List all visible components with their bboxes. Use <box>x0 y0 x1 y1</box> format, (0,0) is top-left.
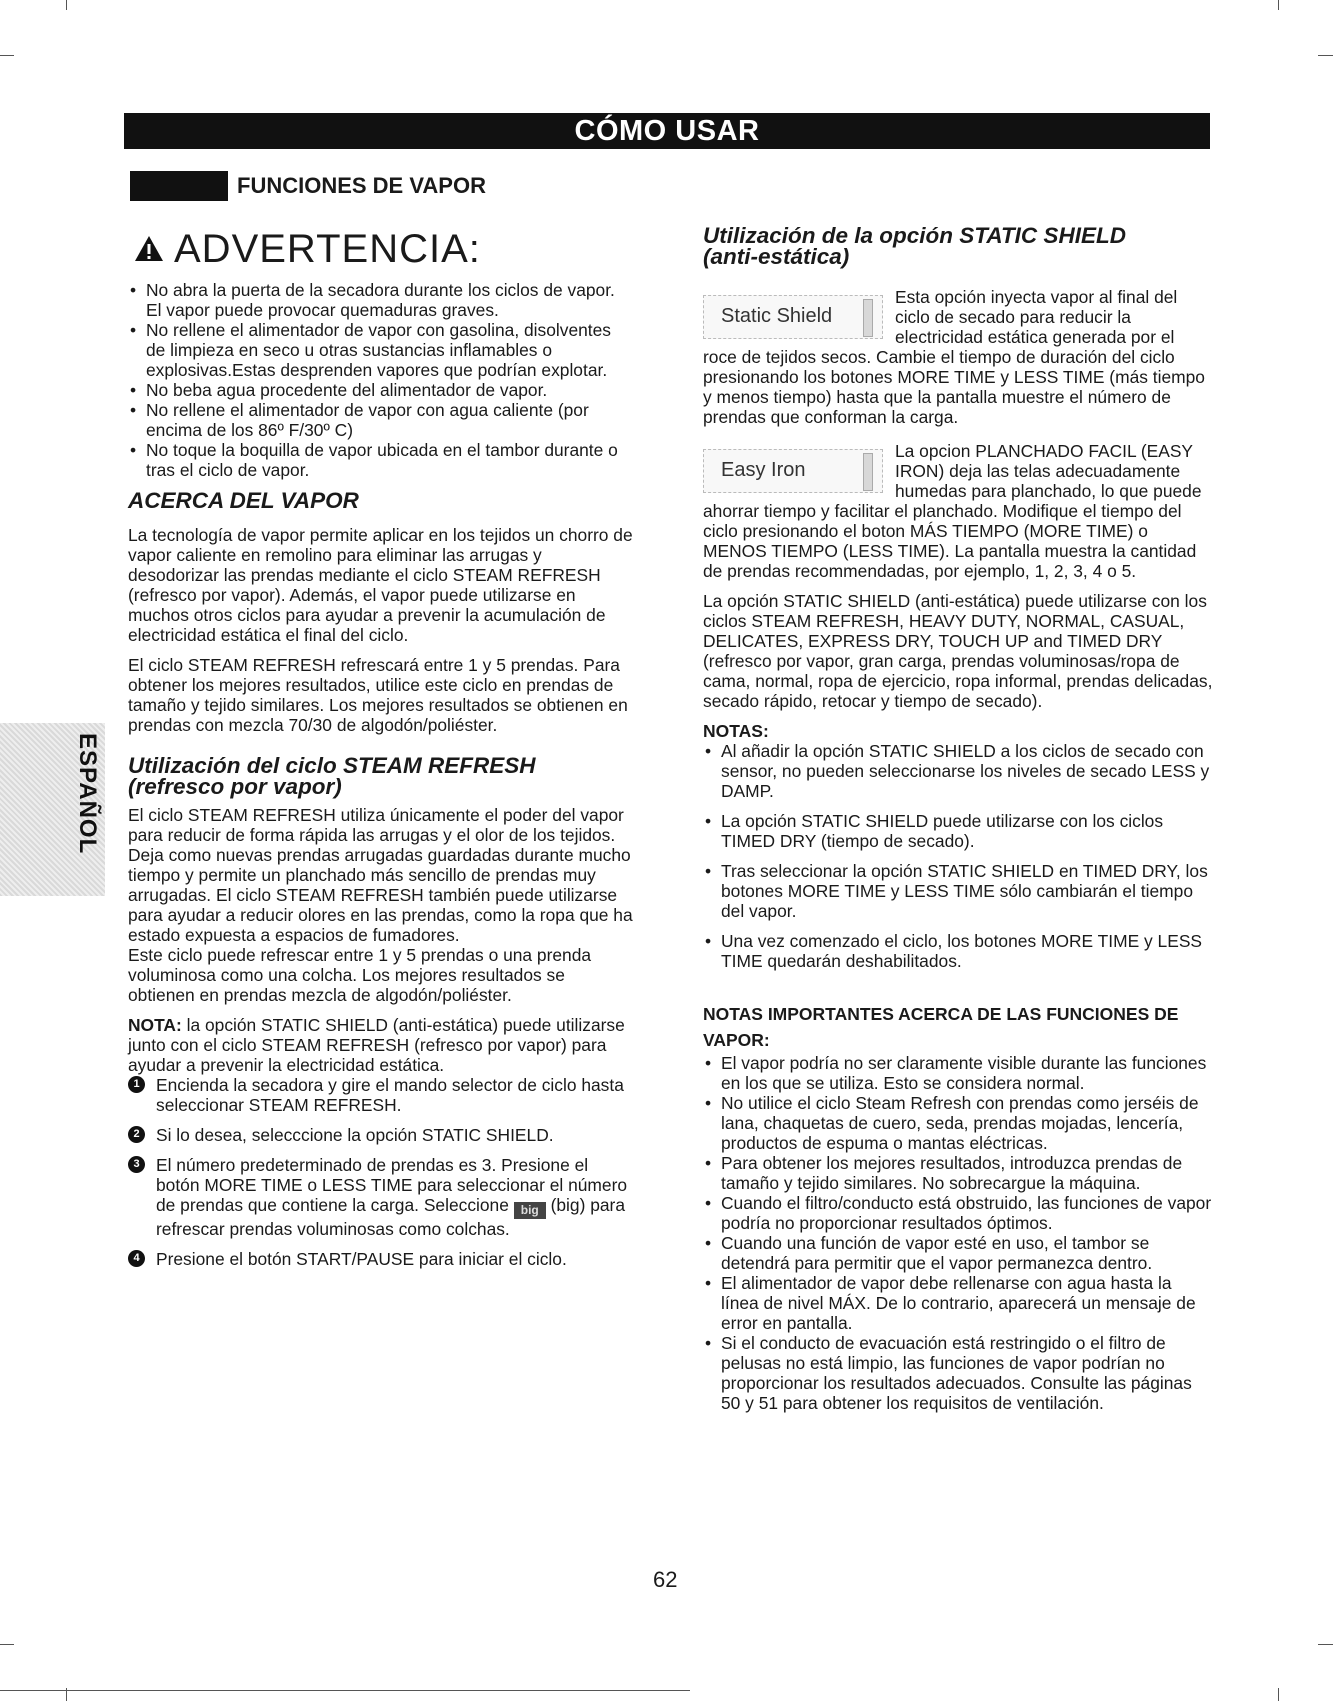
list-item: • No utilice el ciclo Steam Refresh con prendas como jerséis de lana, chaquetas de cuero, seda, prendas mojadas, lencería, productos de espuma o mantas eléctricas. <box>703 1093 1213 1153</box>
list-item: • El vapor podría no ser claramente visible durante las funciones en los que se utiliza. Esto se considera normal. <box>703 1053 1213 1093</box>
easy-iron-button[interactable] <box>703 443 883 499</box>
title-line: Utilización del ciclo STEAM REFRESH <box>128 753 536 778</box>
page-banner: CÓMO USAR <box>124 113 1210 149</box>
title-line: Utilización de la opción STATIC SHIELD <box>703 223 1126 248</box>
warning-list <box>128 280 633 480</box>
list-item: • El alimentador de vapor debe rellenarse con agua hasta la línea de nivel MÁX. De lo contrario, aparecerá un mensaje de error en pantalla. <box>703 1273 1213 1333</box>
static-shield-block <box>703 287 1213 427</box>
button-indicator-icon <box>863 299 873 337</box>
right-column <box>703 225 1213 1413</box>
paragraph: La opción STATIC SHIELD (anti-estática) puede utilizarse con los ciclos STEAM REFRESH, HEAVY DUTY, NORMAL, CASUAL, DELICATES, EXPRESS DRY, TOUCH UP and TIMED DRY (refresco por vapor, gran carga, prendas voluminosas/ropa de cama, normal, ropa de ejercicio, ropa informal, prendas delicadas, secado rápido, retocar y tiempo de secado). <box>703 591 1213 711</box>
crop-mark <box>1318 1644 1333 1645</box>
title-line: (refresco por vapor) <box>128 774 342 799</box>
step-item <box>128 1075 633 1115</box>
step-text: Encienda la secadora y gire el mando selector de ciclo hasta seleccionar STEAM REFRESH. <box>156 1075 624 1115</box>
step-number: 1 <box>128 1076 145 1093</box>
steam-refresh-title <box>128 755 633 797</box>
step-text: El número predeterminado de prendas es 3. Presione el botón MORE TIME o LESS TIME para seleccionar el número de prendas que contiene la carga. Seleccione <box>156 1155 628 1215</box>
step-item <box>128 1155 633 1239</box>
static-shield-button[interactable] <box>703 289 883 345</box>
easy-iron-block <box>703 441 1213 581</box>
list-item: • Tras seleccionar la opción STATIC SHIELD en TIMED DRY, los botones MORE TIME y LESS TIME sólo cambiarán el tiempo del vapor. <box>703 861 1213 921</box>
step-text: Presione el botón START/PAUSE para iniciar el ciclo. <box>156 1249 567 1269</box>
paragraph: El ciclo STEAM REFRESH refrescará entre 1 y 5 prendas. Para obtener los mejores resultados, utilice este ciclo en prendas de tamaño y tejido similares. Los mejores resultados se obtienen en prendas con mezcla 70/30 de algodón/poliéster. <box>128 655 628 735</box>
list-item: • Cuando el filtro/conducto está obstruido, las funciones de vapor podría no proporcionar resultados óptimos. <box>703 1193 1213 1233</box>
warning-title: ADVERTENCIA: <box>174 226 481 271</box>
notes-title: NOTAS: <box>703 721 769 741</box>
paragraph: Este ciclo puede refrescar entre 1 y 5 prendas o una prenda voluminosa como una colcha. Los mejores resultados se obtienen en prendas mezcla de algodón/poliéster. <box>128 945 592 1005</box>
button-label: Easy Iron <box>721 459 806 481</box>
list-item: • No abra la puerta de la secadora durante los ciclos de vapor. El vapor puede provocar quemaduras graves. <box>128 280 633 320</box>
lcd-display-icon: big <box>514 1202 546 1219</box>
step-number: 2 <box>128 1126 145 1143</box>
button-indicator-icon <box>863 453 873 491</box>
list-item: • Al añadir la opción STATIC SHIELD a los ciclos de secado con sensor, no pueden seleccionarse los niveles de secado LESS y DAMP. <box>703 741 1213 801</box>
list-item: • No rellene el alimentador de vapor con agua caliente (por encima de los 86º F/30º C) <box>128 400 633 440</box>
page-number: 62 <box>653 1567 678 1592</box>
list-item: • No rellene el alimentador de vapor con gasolina, disolventes de limpieza en seco u otras sustancias inflamables o explosivas.Estas desprenden vapores que podrían explotar. <box>128 320 633 380</box>
crop-mark <box>1278 0 1279 10</box>
crop-mark <box>0 1644 14 1645</box>
important-notes-list <box>703 1053 1213 1413</box>
language-side-tab <box>0 723 105 896</box>
step-number: 4 <box>128 1250 145 1267</box>
button-label: Static Shield <box>721 305 833 327</box>
paragraph: La tecnología de vapor permite aplicar en los tejidos un chorro de vapor caliente en remolino para eliminar las arrugas y desodorizar las prendas mediante el ciclo STEAM REFRESH (refresco por vapor). Además, el vapor puede utilizarse en muchos otros ciclos para ayudar a prevenir la acumulación de electricidad estática el final del ciclo. <box>128 525 633 645</box>
step-text: (big) para refrescar prendas voluminosas como colchas. <box>156 1195 626 1239</box>
crop-mark <box>0 55 14 56</box>
warning-heading <box>134 226 633 271</box>
list-item: • No beba agua procedente del alimentador de vapor. <box>128 380 633 400</box>
warning-icon <box>134 235 164 262</box>
step-item <box>128 1249 633 1269</box>
left-column <box>128 226 633 1279</box>
paragraph: Esta opción inyecta vapor al final del ciclo de secado para reducir la electricidad estática generada por el roce de tejidos secos. Cambie el tiempo de duración del ciclo presionando los botones MORE TIME y LESS TIME (más tiempo y menos tiempo) hasta que la pantalla muestre el número de prendas que conforman la carga. <box>703 287 1205 427</box>
paragraph: La opcion PLANCHADO FACIL (EASY IRON) deja las telas adecuadamente humedas para planchado, lo que puede ahorrar tiempo y facilitar el planchado. Modifique el tiempo del ciclo presionando el boton MÁS TIEMPO (MORE TIME) o MENOS TIEMPO (LESS TIME). La pantalla muestra la cantidad de prendas recommendadas, por ejemplo, 1, 2, 3, 4 o 5. <box>703 441 1202 581</box>
language-label: ESPAÑOL <box>74 733 101 855</box>
steps-list <box>128 1075 633 1269</box>
title-line: (anti-estática) <box>703 244 850 269</box>
list-item: • Si el conducto de evacuación está restringido o el filtro de pelusas no está limpio, las funciones de vapor podrían no proporcionar los resultados adecuados. Consulte las páginas 50 y 51 para obtener los requisitos de ventilación. <box>703 1333 1213 1413</box>
step-number: 3 <box>128 1156 145 1173</box>
static-shield-title <box>703 225 1213 267</box>
step-item <box>128 1125 633 1145</box>
notes-list <box>703 741 1213 971</box>
paragraph: El ciclo STEAM REFRESH utiliza únicamente el poder del vapor para reducir de forma rápida las arrugas y el olor de los tejidos. Deja como nuevas prendas arrugadas guardadas durante mucho tiempo y permite un planchado más sencillo de prendas muy arrugadas. El ciclo STEAM REFRESH también puede utilizarse para ayudar a reducir olores en las prendas, como la ropa que ha estado expuesta a espacios de fumadores. <box>128 805 633 945</box>
section-title: FUNCIONES DE VAPOR <box>237 173 486 198</box>
section-heading <box>130 170 486 202</box>
list-item: • No toque la boquilla de vapor ubicada en el tambor durante o tras el ciclo de vapor. <box>128 440 633 480</box>
list-item: • Para obtener los mejores resultados, introduzca prendas de tamaño y tejido similares. No sobrecargue la máquina. <box>703 1153 1213 1193</box>
note-label: NOTA: <box>128 1015 182 1035</box>
crop-mark <box>66 0 67 10</box>
list-item: • Una vez comenzado el ciclo, los botones MORE TIME y LESS TIME quedarán deshabilitados. <box>703 931 1213 971</box>
crop-mark <box>1318 55 1333 56</box>
list-item: • Cuando una función de vapor esté en uso, el tambor se detendrá para permitir que el vapor permanezca dentro. <box>703 1233 1213 1273</box>
about-steam-title: ACERCA DEL VAPOR <box>128 488 359 513</box>
list-item: • La opción STATIC SHIELD puede utilizarse con los ciclos TIMED DRY (tiempo de secado). <box>703 811 1213 851</box>
bottom-rule <box>0 1690 690 1691</box>
note-paragraph <box>128 1015 633 1075</box>
crop-mark <box>1278 1688 1279 1701</box>
section-marker <box>130 171 228 201</box>
step-text: Si lo desea, selecccione la opción STATIC SHIELD. <box>156 1125 554 1145</box>
note-text: la opción STATIC SHIELD (anti-estática) puede utilizarse junto con el ciclo STEAM REFRESH (refresco por vapor) para ayudar a prevenir la electricidad estática. <box>128 1015 625 1075</box>
important-notes-title: NOTAS IMPORTANTES ACERCA DE LAS FUNCIONES DE VAPOR: <box>703 1004 1179 1050</box>
